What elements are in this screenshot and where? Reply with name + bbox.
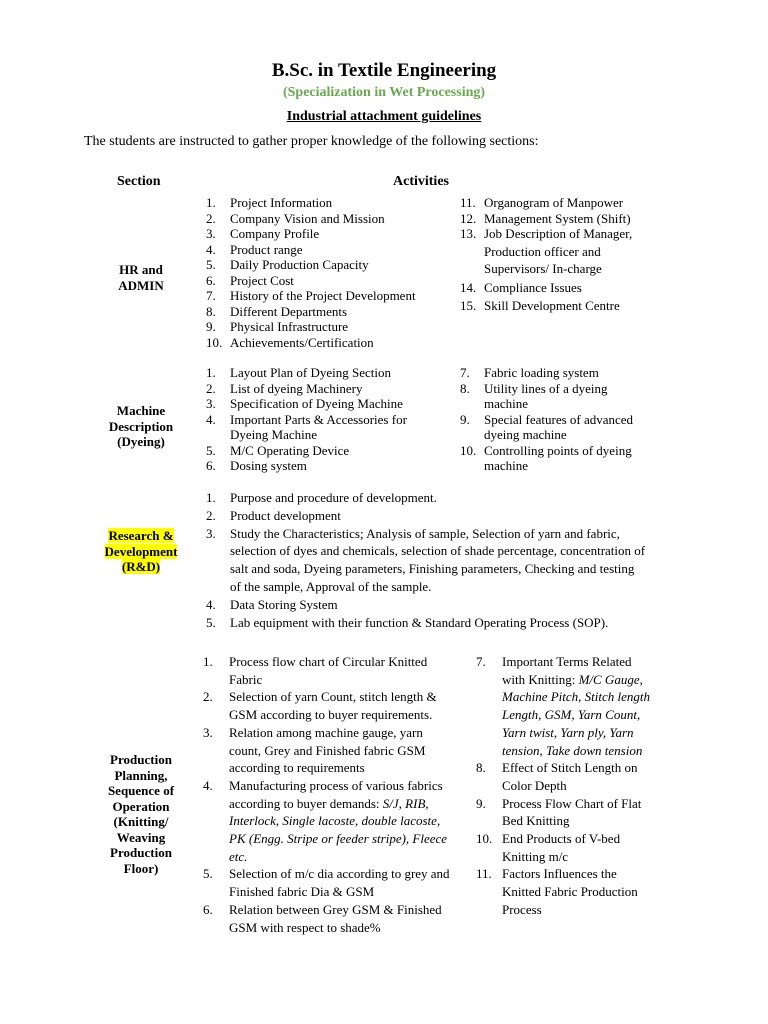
intro-text: The students are instructed to gather proper knowledge of the following sections: [84, 134, 539, 149]
list-item [206, 458, 436, 474]
list-item [476, 759, 651, 794]
activities-column-header: Activities [393, 174, 449, 189]
list-item [460, 225, 650, 278]
item-number: 1. [206, 365, 216, 380]
document-title: B.Sc. in Textile Engineering [271, 60, 497, 81]
list-item [460, 381, 640, 412]
item-number: 5. [206, 442, 216, 458]
item-text: Project Information [230, 195, 333, 210]
item-text: Lab equipment with their function & Standard Operating Process (SOP). [230, 614, 609, 630]
list-item [206, 226, 446, 242]
list-item [206, 596, 646, 614]
hr-activities-right [460, 195, 650, 313]
list-item [206, 365, 436, 381]
item-text: Project Cost [230, 272, 294, 288]
item-text: History of the Project Development [230, 288, 416, 303]
section-label-line: Development [104, 543, 178, 559]
production-activities-right [476, 653, 651, 919]
item-text: Effect of Stitch Length on Color Depth [502, 760, 638, 793]
section-label-research-development [86, 528, 196, 575]
item-number: 14. [460, 279, 477, 295]
item-text: Study the Characteristics; Analysis of sample, Selection of yarn and fabric, selection of dyes and chemicals, selection of shade percentage, concentration of salt and soda, Dyeing parameters, Finishing parameters, Checking and testing of the sample, Approval of the sample. [230, 525, 646, 594]
item-number: 10. [476, 831, 493, 847]
list-item [206, 525, 646, 596]
section-label-line: Weaving [116, 829, 166, 845]
item-text: Important Terms Related with Knitting: [502, 654, 632, 687]
section-label-line: (R&D) [121, 559, 161, 574]
list-item [460, 211, 650, 227]
item-number: 4. [206, 411, 216, 427]
item-text: Factors Influences the Knitted Fabric Production Process [502, 866, 638, 917]
item-number: 2. [206, 210, 216, 226]
list-item [206, 412, 436, 443]
item-number: 3. [206, 396, 216, 411]
item-number: 3. [203, 724, 213, 740]
item-italic-text: M/C Gauge, Machine Pitch, Stitch length Length, GSM, Yarn Count, Yarn twist, Yarn ply, Yarn tension, Take down tension [502, 671, 651, 758]
list-item [203, 653, 457, 688]
document-subtitle: (Specialization in Wet Processing) [282, 85, 486, 100]
item-text: Selection of yarn Count, stitch length & GSM according to buyer requirements. [229, 689, 437, 723]
item-number: 8. [476, 760, 486, 776]
item-number: 3. [206, 525, 216, 541]
item-text: Daily Production Capacity [230, 257, 369, 272]
section-label-line: HR and [119, 262, 163, 277]
section-label-line: Description [108, 418, 174, 434]
section-label-line: Operation [112, 798, 170, 814]
list-item [206, 335, 446, 351]
item-number: 9. [476, 795, 486, 811]
item-number: 2. [206, 507, 216, 523]
section-label-machine-description [86, 403, 196, 450]
list-item [460, 412, 640, 443]
item-number: 10. [460, 442, 477, 458]
item-text: Special features of advanced dyeing machine [484, 411, 634, 442]
item-number: 2. [203, 689, 213, 705]
item-text: Layout Plan of Dyeing Section [230, 365, 392, 380]
list-item [206, 507, 646, 525]
item-text: Data Storing System [230, 596, 338, 612]
item-number: 4. [203, 777, 213, 793]
item-number: 13. [460, 226, 477, 241]
item-text: Physical Infrastructure [230, 319, 349, 334]
section-label-row [86, 544, 196, 560]
item-number: 1. [203, 654, 213, 669]
list-item [460, 298, 650, 314]
item-text: Product range [230, 241, 303, 257]
list-item [460, 195, 650, 211]
machine-activities-left [206, 365, 436, 474]
list-item [206, 288, 446, 304]
list-item [206, 304, 446, 320]
list-item [203, 688, 457, 723]
item-text: Utility lines of a dyeing machine [484, 380, 608, 411]
item-number: 8. [206, 303, 216, 319]
item-text: Job Description of Manager, Production officer and Supervisors/ In-charge [484, 226, 633, 276]
item-number: 1. [206, 490, 216, 505]
item-text: Manufacturing process of various fabrics according to buyer demands: [229, 777, 443, 811]
item-number: 4. [206, 596, 216, 612]
item-text: Relation among machine gauge, yarn count, Grey and Finished fabric GSM according to requirements [229, 724, 426, 776]
list-item [476, 653, 651, 759]
machine-activities-right [460, 365, 640, 474]
list-item [460, 443, 640, 474]
item-text: Fabric loading system [484, 365, 599, 380]
item-text: Selection of m/c dia according to grey and Finished fabric Dia & GSM [229, 866, 450, 900]
section-label-line: (Dyeing) [117, 434, 165, 449]
item-number: 11. [460, 195, 476, 210]
item-text: M/C Operating Device [230, 442, 350, 458]
list-item [476, 865, 651, 918]
list-item [476, 830, 651, 865]
list-item [206, 443, 436, 459]
rnd-activities [206, 489, 646, 631]
list-item [203, 901, 457, 936]
list-item [203, 777, 457, 866]
section-label-line: Machine [116, 403, 166, 418]
item-text: Management System (Shift) [484, 210, 631, 226]
item-text: Achievements/Certification [230, 334, 374, 350]
section-label-line: Production [110, 752, 172, 767]
item-number: 1. [206, 195, 216, 210]
item-text: Dosing system [230, 458, 307, 473]
item-number: 6. [206, 272, 216, 288]
item-text: Product development [230, 507, 341, 523]
list-item [206, 211, 446, 227]
section-label-hr-admin [86, 262, 196, 293]
item-number: 11. [476, 866, 492, 882]
item-number: 15. [460, 297, 477, 313]
item-number: 12. [460, 210, 477, 226]
production-activities-left [203, 653, 457, 936]
item-text: List of dyeing Machinery [230, 380, 363, 396]
hr-activities-left [206, 195, 446, 350]
item-number: 5. [203, 866, 213, 882]
list-item [203, 724, 457, 777]
item-text: End Products of V-bed Knitting m/c [502, 831, 621, 864]
list-item [460, 280, 650, 296]
list-item [203, 865, 457, 900]
item-text: Process Flow Chart of Flat Bed Knitting [502, 795, 642, 829]
item-number: 9. [460, 411, 470, 427]
item-text: Company Vision and Mission [230, 210, 385, 226]
item-text: Skill Development Centre [484, 297, 620, 313]
item-text: Relation between Grey GSM & Finished GSM with respect to shade% [229, 901, 442, 935]
item-number: 6. [206, 458, 216, 473]
list-item [476, 795, 651, 830]
item-number: 6. [203, 901, 213, 917]
section-label-line: Floor) [123, 860, 159, 876]
list-item [206, 242, 446, 258]
item-text: Important Parts & Accessories for Dyeing Machine [230, 411, 407, 442]
list-item [206, 195, 446, 211]
item-number: 10. [206, 334, 223, 350]
section-label-line: Production [110, 845, 172, 860]
item-italic-text: S/J, RIB, Interlock, Single lacoste, double lacoste, PK (Engg. Stripe or feeder stripe), Fleece etc. [229, 795, 448, 864]
section-label-line: Planning, [114, 767, 168, 783]
item-text: Organogram of Manpower [484, 195, 624, 210]
section-label-production-planning [86, 752, 196, 876]
item-number: 7. [460, 365, 470, 380]
section-column-header: Section [117, 174, 161, 189]
section-label-row [86, 559, 196, 575]
list-item [206, 319, 446, 335]
item-number: 3. [206, 226, 216, 241]
item-number: 5. [206, 614, 216, 630]
item-text: Different Departments [230, 303, 348, 319]
item-number: 4. [206, 241, 216, 257]
item-number: 7. [206, 288, 216, 303]
item-text: Specification of Dyeing Machine [230, 396, 403, 411]
item-number: 2. [206, 380, 216, 396]
section-label-line: Research & [108, 528, 174, 543]
item-text: Controlling points of dyeing machine [484, 442, 632, 473]
list-item [460, 365, 640, 381]
list-item [206, 489, 646, 507]
item-text: Compliance Issues [484, 279, 582, 295]
section-label-row [86, 528, 196, 544]
section-label-line: ADMIN [118, 277, 164, 293]
list-item [206, 614, 646, 632]
item-text: Purpose and procedure of development. [230, 490, 437, 505]
item-number: 9. [206, 319, 216, 334]
list-item [206, 396, 436, 412]
item-number: 8. [460, 380, 470, 396]
section-label-line: (Knitting/ [113, 814, 169, 829]
item-text: Process flow chart of Circular Knitted Fabric [229, 654, 428, 687]
list-item [206, 273, 446, 289]
item-number: 7. [476, 654, 486, 669]
section-label-line: Sequence of [107, 783, 175, 798]
item-text: Company Profile [230, 226, 320, 241]
list-item [206, 381, 436, 397]
list-item [206, 257, 446, 273]
item-number: 5. [206, 257, 216, 272]
guidelines-heading: Industrial attachment guidelines [286, 109, 482, 124]
